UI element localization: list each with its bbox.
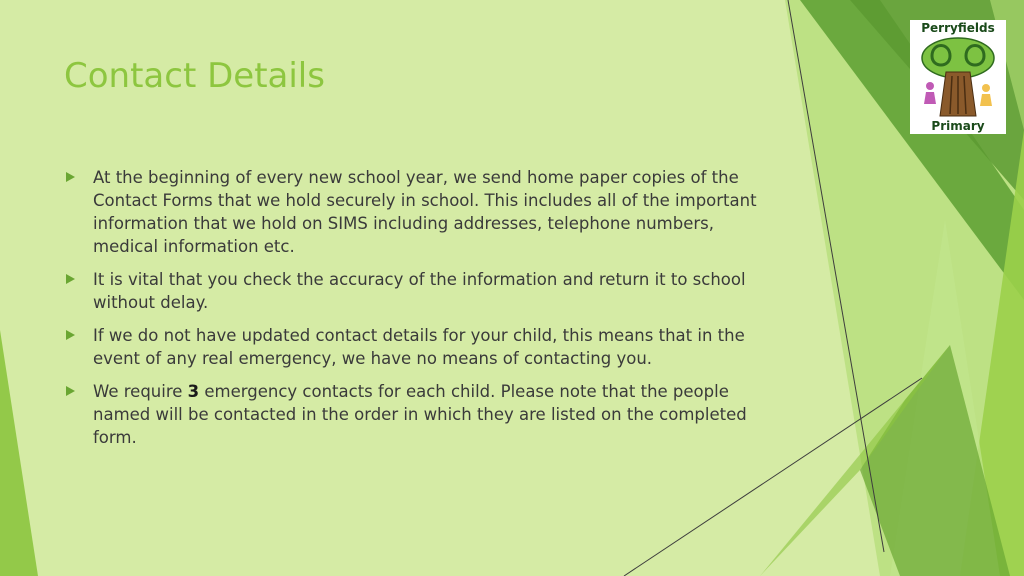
bullet-item [64, 166, 776, 258]
bullet-item [64, 380, 776, 449]
bullet-list [64, 166, 776, 459]
bullet-text: It is vital that you check the accuracy of the information and return it to school without delay. [93, 270, 746, 312]
bullet-bold-number: 3 [187, 382, 200, 401]
bullet-text: If we do not have updated contact details for your child, this means that in the event of any real emergency, we have no means of contacting you. [93, 326, 745, 368]
logo-bottom-text: Primary [931, 119, 985, 133]
bullet-arrow-icon [66, 274, 75, 284]
bullet-text-before: We require [93, 382, 188, 401]
bullet-arrow-icon [66, 172, 75, 182]
school-logo [910, 20, 1006, 134]
bullet-item [64, 268, 776, 314]
bullet-text: At the beginning of every new school year, we send home paper copies of the Contact Forms that we hold securely in school. This includes all of the important information that we hold on SIMS including addresses, telephone numbers, medical information etc. [93, 168, 757, 256]
bullet-item [64, 324, 776, 370]
logo-top-text: Perryfields [921, 21, 995, 35]
bullet-text-after: emergency contacts for each child. Please note that the people named will be contacted in the order in which they are listed on the completed form. [93, 382, 747, 447]
bullet-arrow-icon [66, 330, 75, 340]
slide-title: Contact Details [64, 56, 325, 96]
bullet-arrow-icon [66, 386, 75, 396]
tree-icon [918, 36, 998, 118]
